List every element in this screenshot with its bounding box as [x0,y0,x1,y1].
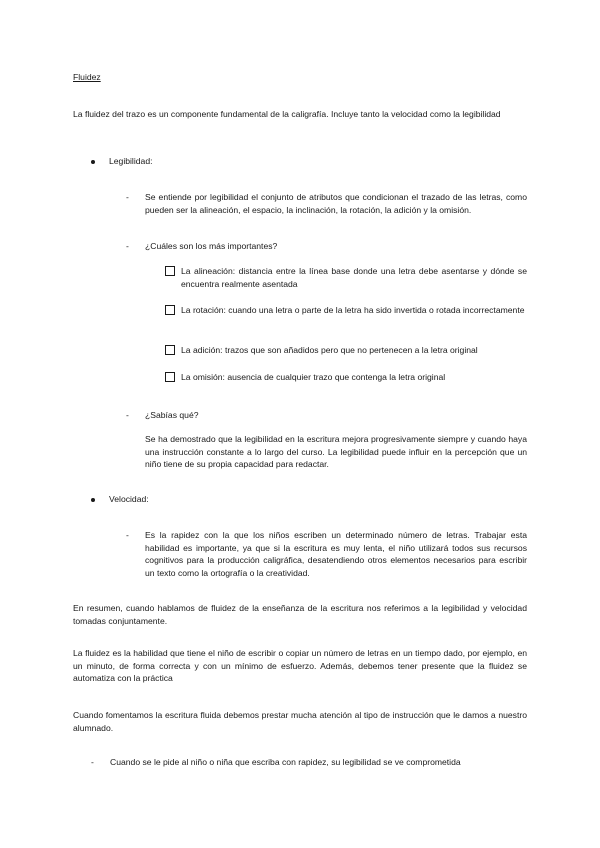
sabias-paragraph: Se ha demostrado que la legibilidad en la escritura mejora progresivamente siempre y cuando haya una instrucción constante a lo largo del curso. La legibilidad puede influir en la percepción que un niño tiene de su propia capacidad para redactar. [145,434,527,470]
bullet-legibilidad [91,160,95,164]
dash-marker: - [126,241,129,251]
checkbox[interactable] [165,266,175,276]
intro-paragraph: La fluidez del trazo es un componente fundamental de la caligrafía. Incluye tanto la velocidad como la legibilidad [73,109,501,119]
dash-marker: - [126,530,129,540]
dash-marker: - [91,757,94,767]
final-list-item: Cuando se le pide al niño o niña que escriba con rapidez, su legibilidad se ve comprometida [110,757,461,767]
sabias-heading: ¿Sabías qué? [145,410,199,420]
list-item-adicion: La adición: trazos que son añadidos pero que no pertenecen a la letra original [181,345,478,355]
question-heading: ¿Cuáles son los más importantes? [145,241,278,251]
checkbox[interactable] [165,305,175,315]
legibilidad-definition: Se entiende por legibilidad el conjunto de atributos que condicionan el trazado de las letras, como pueden ser la alineación, el espacio, la inclinación, la rotación, la adición y la omisión. [145,192,527,215]
velocidad-heading: Velocidad: [109,494,149,504]
resumen-paragraph: En resumen, cuando hablamos de fluidez de la enseñanza de la escritura nos referimos a la legibilidad y velocidad tomadas conjuntamente. [73,603,527,626]
dash-marker: - [126,410,129,420]
list-item-alineacion: La alineación: distancia entre la línea base donde una letra debe asentarse y dónde se encuentra realmente asentada [181,266,527,289]
checkbox[interactable] [165,345,175,355]
page-title: Fluidez [73,72,101,82]
habilidad-paragraph: La fluidez es la habilidad que tiene el niño de escribir o copiar un número de letras en un tiempo dado, por ejemplo, en un minuto, de forma correcta y con un mínimo de esfuerzo. Además, debemos tener presente que la fluidez se automatiza con la práctica [73,648,527,684]
list-item-omision: La omisión: ausencia de cualquier trazo que contenga la letra original [181,372,446,382]
fomentamos-paragraph: Cuando fomentamos la escritura fluida debemos prestar mucha atención al tipo de instrucción que le damos a nuestro alumnado. [73,710,527,733]
dash-marker: - [126,192,129,202]
list-item-rotacion: La rotación: cuando una letra o parte de la letra ha sido invertida o rotada incorrectamente [181,305,525,315]
checkbox[interactable] [165,372,175,382]
velocidad-paragraph: Es la rapidez con la que los niños escriben un determinado número de letras. Trabajar esta habilidad es importante, ya que si la escritura es muy lenta, el niño utilizará todos sus recursos cognitivos para la producción caligráfica, desatendiendo otros elementos necesarios para escribir un texto como la ortografía o la creatividad. [145,530,527,578]
bullet-velocidad [91,498,95,502]
legibilidad-heading: Legibilidad: [109,156,153,166]
